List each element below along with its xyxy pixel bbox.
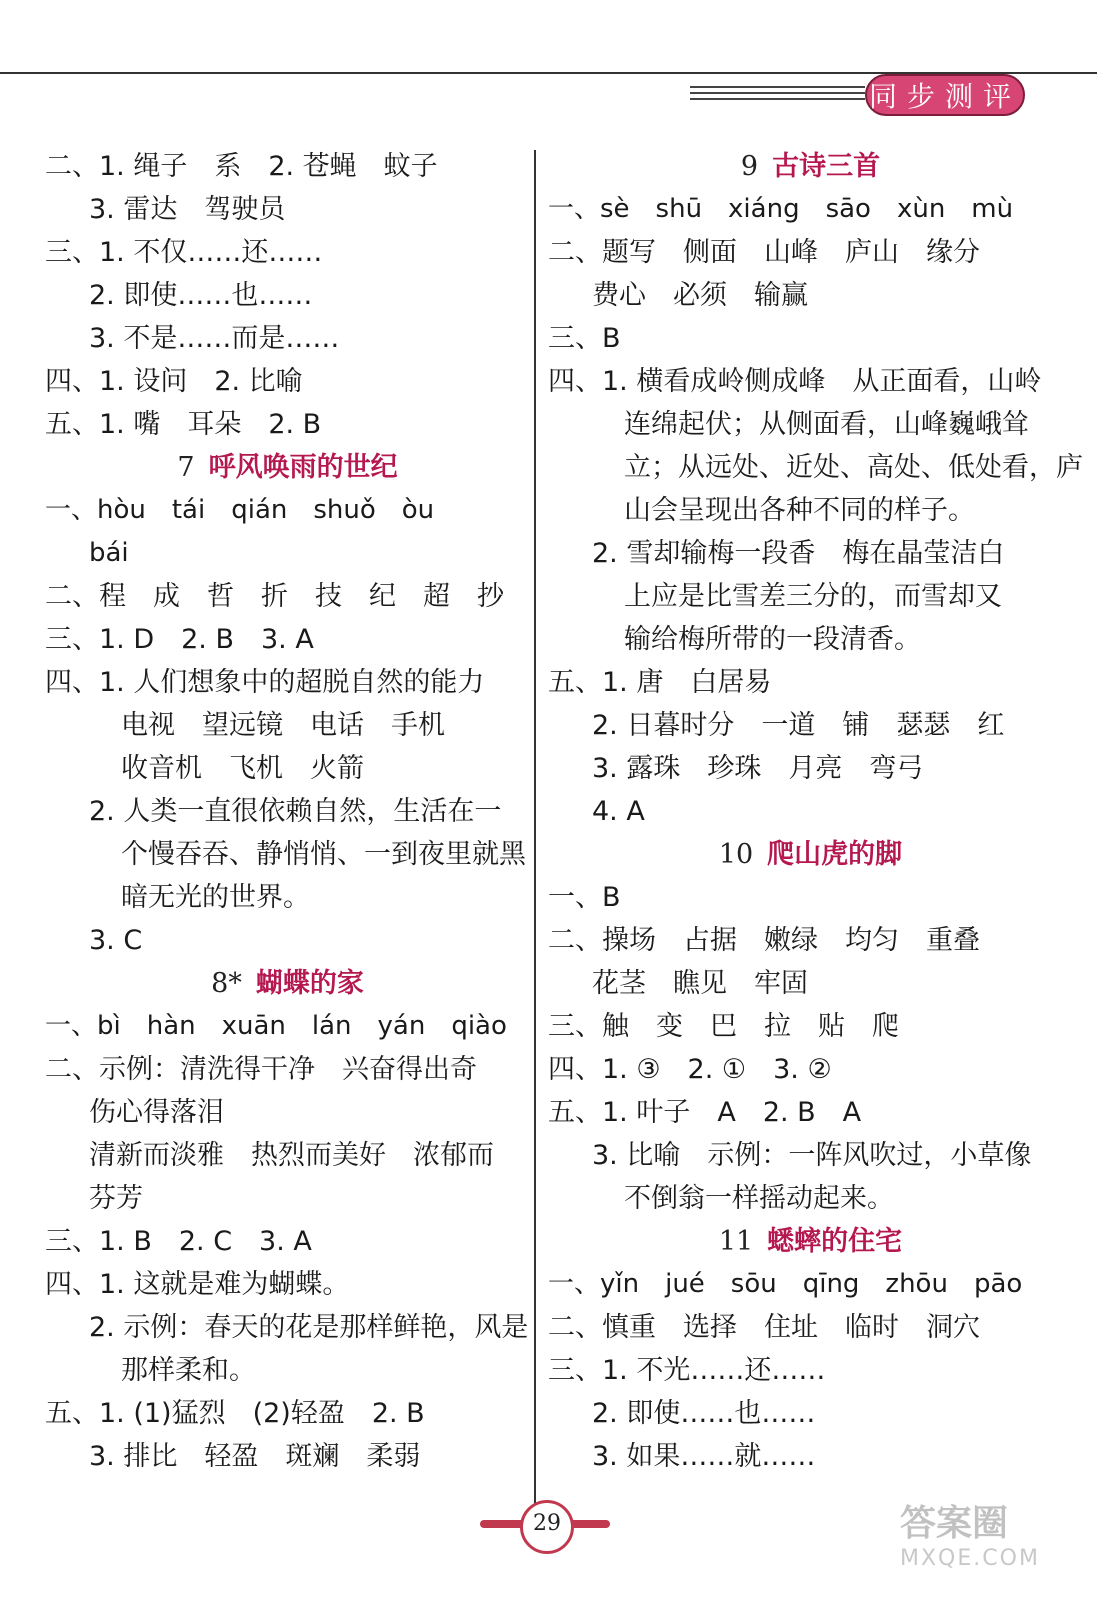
watermark-bottom: MXQE.COM [900,1546,1040,1571]
answer-line: 二、1. 绳子 系 2. 苍蝇 蚊子 [45,151,438,182]
answer-line: 电视 望远镜 电话 手机 [121,710,445,741]
answer-line: 花茎 瞧见 牢固 [592,968,808,999]
answer-line: 2. 示例：春天的花是那样鲜艳，风是 [89,1312,529,1343]
answer-line: 二、操场 占据 嫩绿 均匀 重叠 [548,925,980,956]
lesson-number: 7 [177,452,195,483]
lesson-name: 爬山虎的脚 [767,839,903,870]
answer-line: 一、yǐn jué sōu qīng zhōu pāo [548,1269,1023,1299]
lesson-name: 呼风唤雨的世纪 [208,452,398,483]
answer-line: 芬芳 [89,1183,143,1214]
answer-line: 暗无光的世界。 [121,882,310,913]
answer-line: 五、1. (1)猛烈 (2)轻盈 2. B [45,1398,425,1429]
answer-line: 2. 即使……也…… [592,1398,816,1429]
answer-line: 立；从远处、近处、高处、低处看，庐 [624,452,1083,483]
answer-line: 个慢吞吞、静悄悄、一到夜里就黑 [121,839,526,870]
right-column [548,145,1083,1478]
answer-line: 收音机 飞机 火箭 [121,753,364,784]
lesson-title [548,833,1073,876]
lesson-number: 11 [718,1226,754,1257]
answer-line: 一、B [548,882,621,913]
answer-line: 那样柔和。 [121,1355,256,1386]
answer-line: 3. 雷达 驾驶员 [89,194,286,225]
answer-line: 三、1. B 2. C 3. A [45,1226,312,1257]
answer-line: 五、1. 唐 白居易 [548,667,772,698]
answer-line: 上应是比雪差三分的，而雪却又 [624,581,1002,612]
answer-line: 3. 露珠 珍珠 月亮 弯弓 [592,753,924,784]
lesson-title [548,145,1073,188]
answer-line: 三、B [548,323,621,354]
lesson-title [45,962,530,1005]
answer-line: 四、1. 横看成岭侧成峰 从正面看，山岭 [548,366,1042,397]
answer-line: 3. 排比 轻盈 斑斓 柔弱 [89,1441,421,1472]
lesson-name: 蝴蝶的家 [255,968,364,999]
watermark-logo [900,1495,1070,1585]
answer-line: 连绵起伏；从侧面看，山峰巍峨耸 [624,409,1029,440]
answer-line: 五、1. 叶子 A 2. B A [548,1097,862,1128]
answer-line: 4. A [592,796,645,827]
answer-line: 五、1. 嘴 耳朵 2. B [45,409,322,440]
answer-line: 四、1. 这就是难为蝴蝶。 [45,1269,350,1300]
answer-line: 清新而淡雅 热烈而美好 浓郁而 [89,1140,494,1171]
section-badge: 同步测评 [865,74,1025,116]
answer-line: 二、程 成 哲 折 技 纪 超 抄 [45,581,504,612]
answer-line: 二、题写 侧面 山峰 庐山 缘分 [548,237,980,268]
answer-line: 费心 必须 输赢 [592,280,808,311]
answer-line: 3. 比喻 示例：一阵风吹过，小草像 [592,1140,1032,1171]
column-divider [534,150,536,1505]
answer-line: 2. 日暮时分 一道 铺 瑟瑟 红 [592,710,1005,741]
lesson-number: 9 [740,151,759,182]
answer-line: 2. 人类一直很依赖自然，生活在一 [89,796,502,827]
answer-line: 四、1. ③ 2. ① 3. ② [548,1054,832,1085]
watermark-top: 答案圈 [900,1503,1009,1544]
answer-line: 一、hòu tái qián shuǒ òu [45,495,435,525]
answer-line: 2. 雪却输梅一段香 梅在晶莹洁白 [592,538,1005,569]
answer-line: 一、bì hàn xuān lán yán qiào [45,1011,507,1041]
lesson-title [45,446,530,489]
header-decoration [690,84,870,108]
answer-line: 一、sè shū xiáng sāo xùn mù [548,194,1014,224]
answer-line: 二、慎重 选择 住址 临时 洞穴 [548,1312,980,1343]
answer-line: 四、1. 人们想象中的超脱自然的能力 [45,667,485,698]
answer-line: 3. 不是……而是…… [89,323,340,354]
lesson-name: 古诗三首 [772,151,881,182]
lesson-number: 8* [211,968,242,999]
lesson-name: 蟋蟀的住宅 [767,1226,903,1257]
answer-line: 三、触 变 巴 拉 贴 爬 [548,1011,899,1042]
answer-line: 不倒翁一样摇动起来。 [624,1183,894,1214]
answer-line: 山会呈现出各种不同的样子。 [624,495,975,526]
answer-line: 三、1. 不光……还…… [548,1355,826,1386]
answer-line: 伤心得落泪 [89,1097,224,1128]
answer-line: 3. C [89,925,143,956]
lesson-number: 10 [718,839,754,870]
answer-line: 输给梅所带的一段清香。 [624,624,921,655]
answer-line: 3. 如果……就…… [592,1441,816,1472]
answer-line: 三、1. D 2. B 3. A [45,624,314,655]
answer-line: 二、示例：清洗得干净 兴奋得出奇 [45,1054,477,1085]
answer-line: 2. 即使……也…… [89,280,313,311]
lesson-title [548,1220,1073,1263]
answer-line: 三、1. 不仅……还…… [45,237,323,268]
answer-line: 四、1. 设问 2. 比喻 [45,366,303,397]
answer-line: bái [89,538,129,568]
page-number: 29 [520,1500,574,1554]
left-column [45,145,530,1478]
